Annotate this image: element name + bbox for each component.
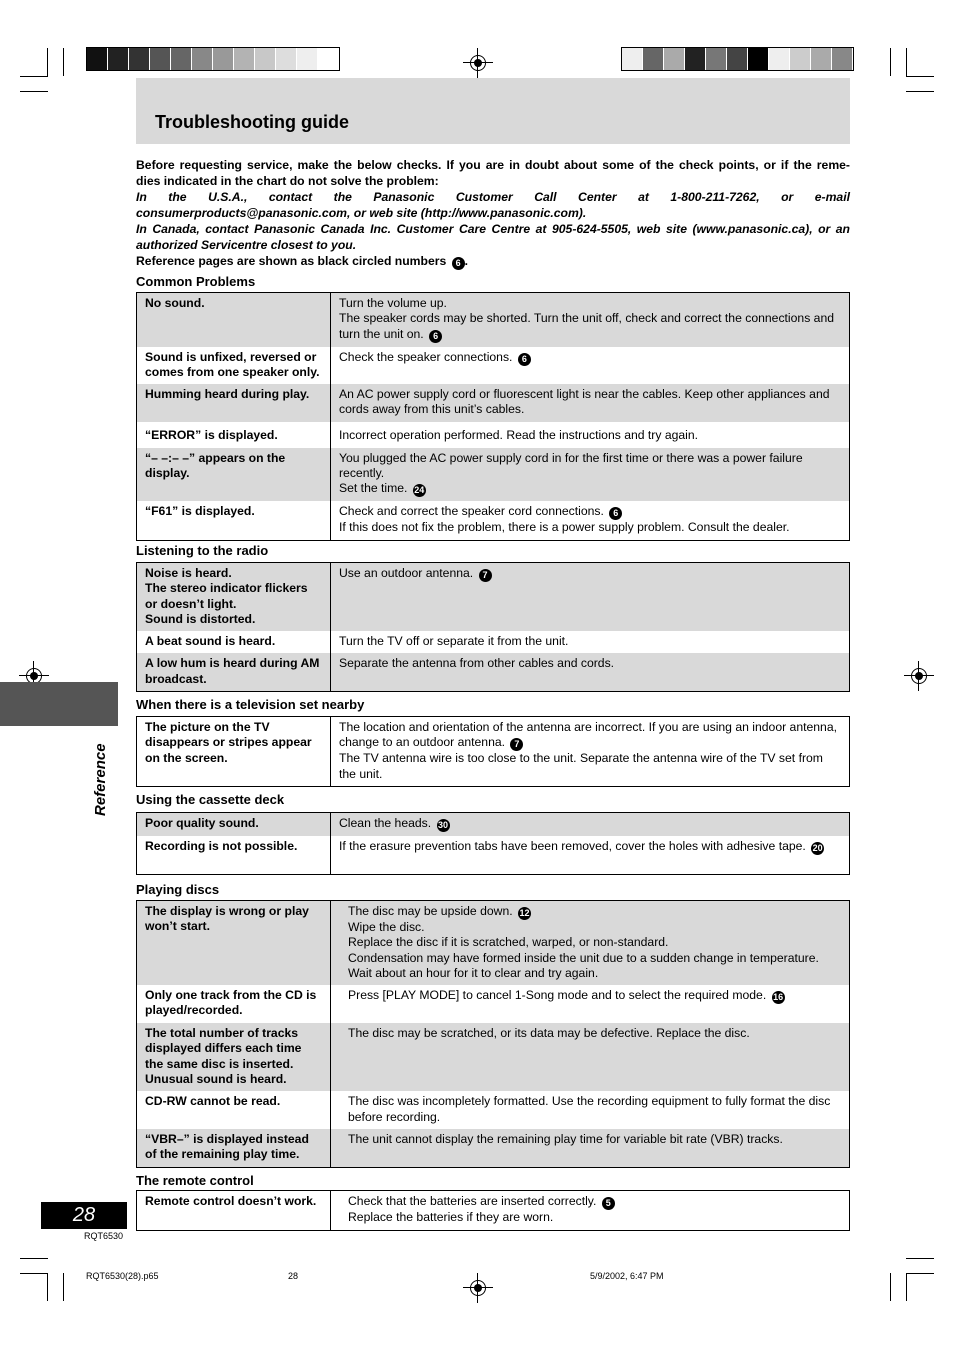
troubleshooting-table-common bbox=[136, 292, 850, 541]
crop-mark bbox=[63, 1273, 64, 1301]
solution-cell: Check that the batteries are inserted correctly. 5 Replace the batteries if they are worn. bbox=[331, 1191, 850, 1231]
crop-mark bbox=[906, 48, 907, 76]
troubleshooting-table-discs bbox=[136, 900, 850, 1168]
crop-mark bbox=[906, 1258, 934, 1259]
crop-mark bbox=[890, 48, 891, 76]
problem-cell: Recording is not possible. bbox=[137, 836, 331, 874]
circled-number-icon: 20 bbox=[812, 843, 823, 853]
color-swatch bbox=[87, 48, 108, 70]
page-title: Troubleshooting guide bbox=[155, 112, 349, 132]
color-swatch bbox=[150, 48, 171, 70]
section-title: The remote control bbox=[136, 1173, 254, 1188]
circled-number-icon: 6 bbox=[452, 257, 465, 270]
color-swatch bbox=[811, 48, 832, 70]
problem-cell: Only one track from the CD is played/recorded. bbox=[137, 985, 331, 1023]
color-swatch bbox=[769, 48, 790, 70]
title-band bbox=[136, 78, 850, 144]
solution-cell: Use an outdoor antenna. 7 bbox=[331, 563, 850, 632]
circled-number-icon: 5 bbox=[602, 1197, 615, 1210]
color-swatch bbox=[790, 48, 811, 70]
section-title: Listening to the radio bbox=[136, 543, 269, 558]
color-swatch bbox=[748, 48, 769, 70]
problem-cell: Noise is heard. The stereo indicator flickers or doesn’t light. Sound is distorted. bbox=[137, 563, 331, 632]
registration-mark-icon bbox=[908, 665, 930, 687]
solution-cell: Check the speaker connections. 6 bbox=[331, 347, 850, 385]
model-code: RQT6530 bbox=[84, 1231, 124, 1241]
registration-mark-icon bbox=[467, 52, 489, 74]
crop-mark bbox=[47, 1273, 48, 1301]
color-swatch bbox=[685, 48, 706, 70]
problem-cell: Humming heard during play. bbox=[137, 384, 331, 422]
color-swatch bbox=[255, 48, 276, 70]
crop-mark bbox=[906, 1273, 934, 1274]
section-title: When there is a television set nearby bbox=[136, 697, 365, 712]
color-swatch bbox=[108, 48, 129, 70]
solution-cell: Turn the volume up. The speaker cords may be shorted. Turn the unit off, check and correct the connections and turn the unit on. 6 bbox=[331, 293, 850, 347]
solution-cell: The disc may be upside down. 12 Wipe the disc. Replace the disc if it is scratched, warped, or non-standard. Condensation may have formed inside the unit due to a sudden change in temperature. Wait about an hour for it to clear and try again. bbox=[331, 901, 850, 986]
solution-cell: Turn the TV off or separate it from the unit. bbox=[339, 634, 569, 649]
color-swatch bbox=[832, 48, 853, 70]
circled-number-icon: 6 bbox=[518, 353, 531, 366]
canada-contact: In Canada, contact Panasonic Canada Inc. Customer Care Centre at 905-624-5505, web site (www.panasonic.ca), or an authorized Servicentre closest to you. bbox=[136, 222, 850, 252]
page-number-small: 28 bbox=[288, 1271, 299, 1281]
crop-mark bbox=[20, 1258, 48, 1259]
color-swatch bbox=[318, 48, 339, 70]
troubleshooting-table-tv bbox=[136, 716, 850, 787]
color-swatch bbox=[622, 48, 643, 70]
problem-cell: Sound is unfixed, reversed or comes from one speaker only. bbox=[137, 347, 331, 385]
section-title: Using the cassette deck bbox=[136, 792, 285, 807]
file-name: RQT6530(28).p65 bbox=[86, 1271, 159, 1281]
problem-cell: A low hum is heard during AM broadcast. bbox=[137, 653, 331, 691]
problem-cell: The picture on the TV disappears or stripes appear on the screen. bbox=[137, 717, 331, 787]
intro-line: dies indicated in the chart do not solve the problem: bbox=[136, 174, 439, 188]
troubleshooting-table-remote bbox=[136, 1190, 850, 1231]
color-swatch bbox=[643, 48, 664, 70]
solution-cell: Press [PLAY MODE] to cancel 1-Song mode and to select the required mode. 16 bbox=[348, 988, 784, 1003]
solution-cell: The unit cannot display the remaining play time for variable bit rate (VBR) tracks. bbox=[331, 1129, 850, 1167]
problem-cell: “– –:– –” appears on the display. bbox=[137, 448, 331, 502]
color-swatch bbox=[171, 48, 192, 70]
circled-number-icon: 12 bbox=[519, 908, 530, 918]
section-title: Common Problems bbox=[136, 274, 256, 289]
solution-cell: If the erasure prevention tabs have been removed, cover the holes with adhesive tape. 20 bbox=[339, 839, 823, 853]
solution-cell: Check and correct the speaker cord connections. 6 If this does not fix the problem, there is a power supply problem. Consult the dealer. bbox=[339, 504, 790, 535]
reference-note: Reference pages are shown as black circled numbers 6 . bbox=[136, 254, 469, 268]
solution-cell: You plugged the AC power supply cord in for the first time or there was a power failure recently. Set the time. 24 bbox=[331, 448, 850, 502]
problem-cell: A beat sound is heard. bbox=[137, 631, 331, 653]
solution-cell: The disc was incompletely formatted. Use the recording equipment to fully format the disc before recording. bbox=[348, 1094, 831, 1124]
troubleshooting-table-cassette bbox=[136, 812, 850, 875]
circled-number-icon: 6 bbox=[609, 507, 622, 520]
problem-cell: CD-RW cannot be read. bbox=[137, 1091, 331, 1129]
color-swatch bbox=[192, 48, 213, 70]
color-swatch bbox=[706, 48, 727, 70]
circled-number-icon: 30 bbox=[438, 820, 449, 830]
circled-number-icon: 16 bbox=[773, 992, 784, 1003]
problem-cell: Remote control doesn’t work. bbox=[137, 1191, 331, 1231]
section-title: Playing discs bbox=[136, 882, 220, 897]
crop-mark bbox=[20, 76, 48, 77]
print-date: 5/9/2002, 6:47 PM bbox=[590, 1271, 664, 1281]
problem-cell: “F61” is displayed. bbox=[137, 501, 331, 540]
crop-mark bbox=[20, 1273, 48, 1274]
registration-mark-icon bbox=[467, 1277, 489, 1299]
color-swatch bbox=[213, 48, 234, 70]
solution-cell: The disc may be scratched, or its data may be defective. Replace the disc. bbox=[331, 1023, 850, 1091]
problem-cell: “VBR–” is displayed instead of the remaining play time. bbox=[137, 1129, 331, 1167]
troubleshooting-table-radio bbox=[136, 562, 850, 692]
color-swatch bbox=[234, 48, 255, 70]
crop-mark bbox=[47, 48, 48, 76]
problem-cell: No sound. bbox=[137, 293, 331, 347]
color-swatch bbox=[727, 48, 748, 70]
problem-cell: Poor quality sound. bbox=[137, 813, 331, 837]
problem-cell: The display is wrong or play won’t start. bbox=[137, 901, 331, 986]
circled-number-icon: 7 bbox=[479, 569, 492, 582]
problem-cell: The total number of tracks displayed differs each time the same disc is inserted. Unusual sound is heard. bbox=[137, 1023, 331, 1091]
crop-mark bbox=[906, 76, 934, 77]
usa-contact: In the U.S.A., contact the Panasonic Customer Call Center at 1-800-211-7262, or e-mail bbox=[136, 190, 850, 204]
color-swatch bbox=[297, 48, 318, 70]
crop-mark bbox=[20, 91, 48, 92]
circled-number-icon: 7 bbox=[510, 738, 523, 751]
circled-number-icon: 24 bbox=[414, 485, 425, 496]
solution-cell: Separate the antenna from other cables and cords. bbox=[331, 653, 850, 691]
problem-cell: “ERROR” is displayed. bbox=[137, 422, 331, 448]
solution-cell: The location and orientation of the antenna are incorrect. If you are using an indoor antenna, change to an outdoor antenna. 7 The TV antenna wire is too close to the unit. Separate the antenna wire of the TV set from the unit. bbox=[339, 720, 837, 781]
color-swatch bbox=[276, 48, 297, 70]
color-swatch bbox=[129, 48, 150, 70]
side-tab bbox=[0, 682, 118, 726]
intro-text bbox=[136, 157, 850, 270]
circled-number-icon: 6 bbox=[429, 330, 442, 343]
solution-cell: Incorrect operation performed. Read the instructions and try again. bbox=[339, 428, 699, 443]
page-number: 28 bbox=[41, 1202, 127, 1229]
crop-mark bbox=[906, 1273, 907, 1301]
usa-contact: consumerproducts@panasonic.com, or web site (http://www.panasonic.com). bbox=[136, 206, 587, 220]
intro-line: Before requesting service, make the below checks. If you are in doubt about some of the check points, or if the reme- bbox=[136, 158, 850, 172]
solution-cell: An AC power supply cord or fluorescent light is near the cables. Keep other appliances and cords away from this unit’s cables. bbox=[331, 384, 850, 422]
color-swatch bbox=[664, 48, 685, 70]
crop-mark bbox=[890, 1273, 891, 1301]
crop-mark bbox=[63, 48, 64, 76]
crop-mark bbox=[906, 91, 934, 92]
side-label: Reference bbox=[92, 743, 109, 816]
color-bar-left bbox=[86, 47, 340, 71]
solution-cell: Clean the heads. 30 bbox=[331, 813, 850, 837]
color-bar-right bbox=[621, 47, 854, 71]
